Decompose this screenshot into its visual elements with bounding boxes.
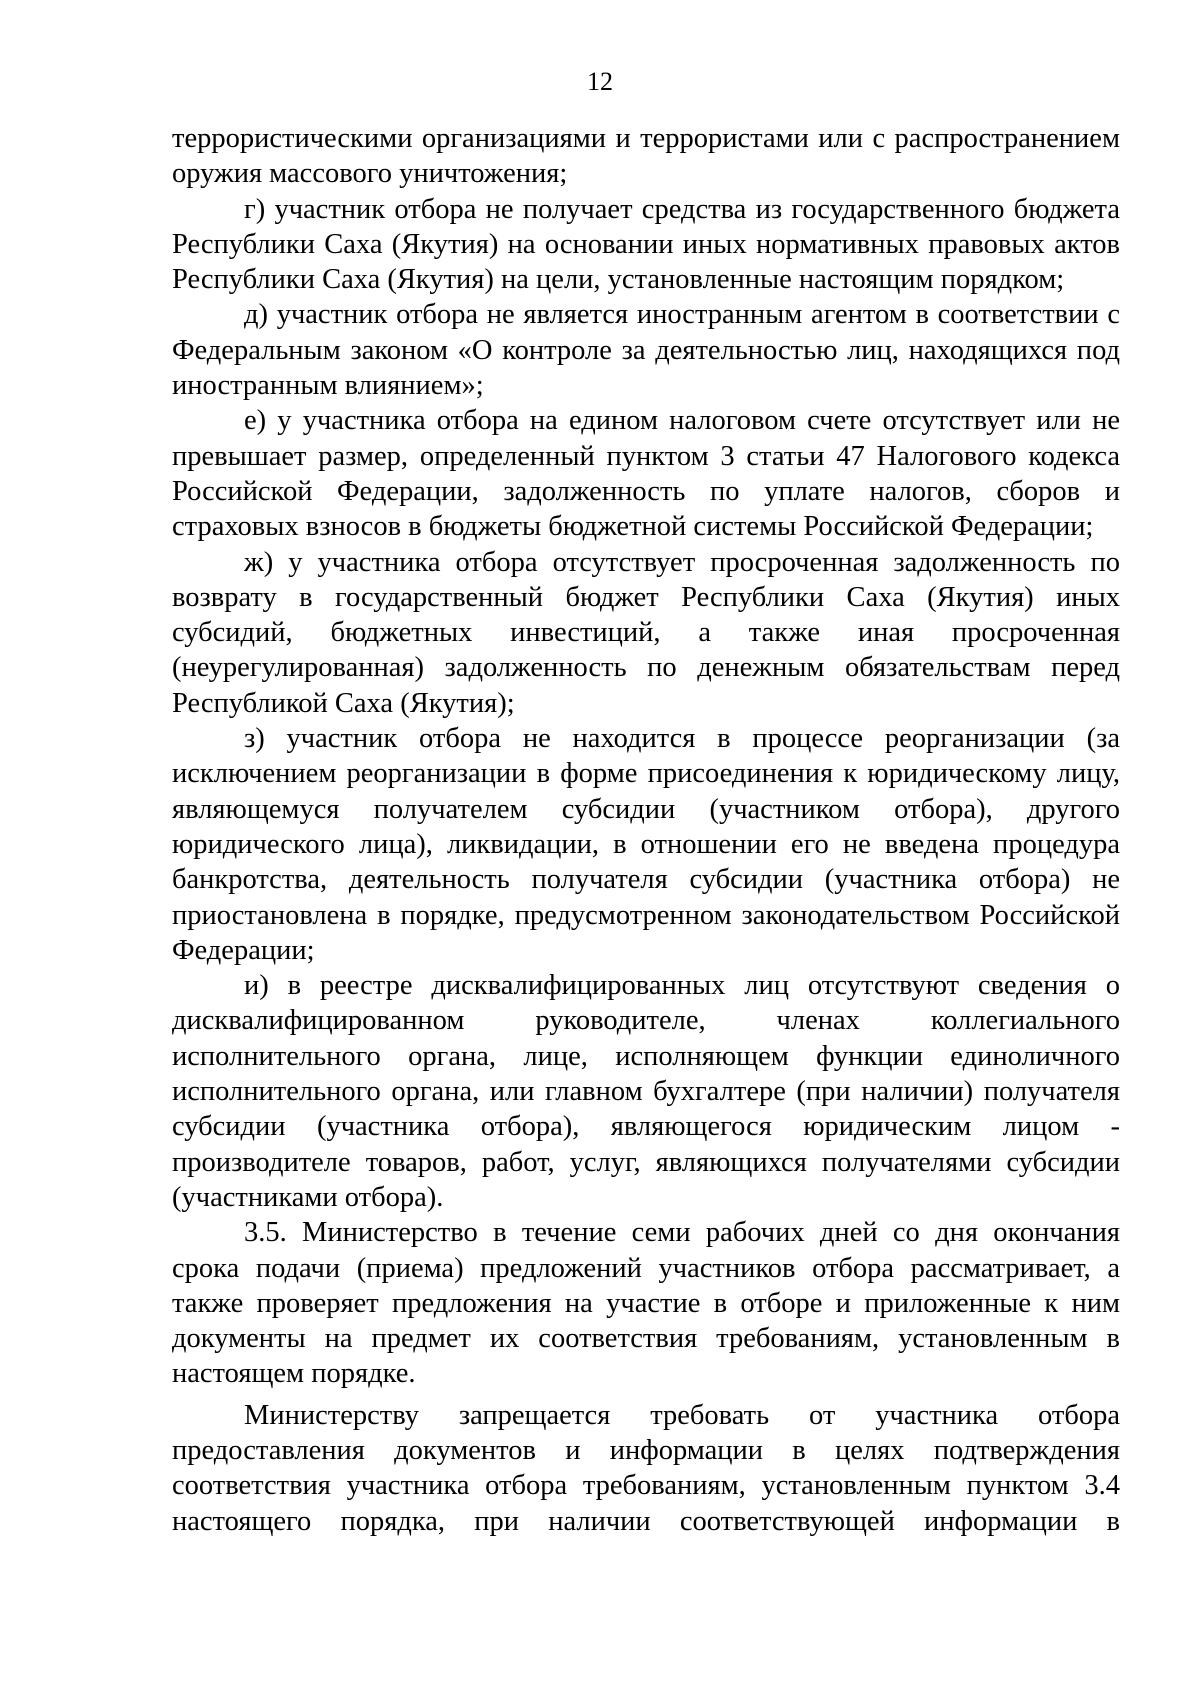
paragraph-item-e: е) у участника отбора на едином налоговом счете отсутствует или не превышает размер, определенный пунктом 3 статьи 47 Налогового кодекса Российской Федерации, задолженность по уплате налогов, сборов и страховых взносов в бюджеты бюджетной системы Российской Федерации;	[172, 405, 1120, 543]
page-number: 12	[587, 67, 613, 96]
paragraph-continuation: террористическими организациями и террористами или с распространением оружия массового уничтожения;	[172, 123, 1120, 190]
paragraph-item-i: и) в реестре дисквалифицированных лиц отсутствуют сведения о дисквалифицированном руководителе, членах коллегиального исполнительного органа, лице, исполняющем функции единоличного исполнительного органа, или главном бухгалтере (при наличии) получателя субсидии (участника отбора), являющегося юридическим лицом - производителе товаров, работ, услуг, являющихся получателями субсидии (участниками отбора).	[172, 970, 1120, 1213]
paragraph-clause-3-5: 3.5. Министерство в течение семи рабочих дней со дня окончания срока подачи (приема) предложений участников отбора рассматривает, а также проверяет предложения на участие в отборе и приложенные к ним документы на предмет их соответствия требованиям, установленным в настоящем порядке.	[172, 1217, 1120, 1390]
paragraph-ministry-prohibition: Министерству запрещается требовать от участника отбора предоставления документов и информации в целях подтверждения соответствия участника отбора требованиям, установленным пунктом 3.4 настоящего порядка, при наличии соответствующей информации в	[172, 1399, 1120, 1537]
paragraph-item-z: з) участник отбора не находится в процессе реорганизации (за исключением реорганизации в форме присоединения к юридическому лицу, являющемуся получателем субсидии (участником отбора), другого юридического лица), ликвидации, в отношении его не введена процедура банкротства, деятельность получателя субсидии (участника отбора) не приостановлена в порядке, предусмотренном законодательством Российской Федерации;	[172, 723, 1120, 966]
paragraph-item-d: д) участник отбора не является иностранным агентом в соответствии с Федеральным законом «О контроле за деятельностью лиц, находящихся под иностранным влиянием»;	[172, 299, 1120, 402]
paragraph-item-zh: ж) у участника отбора отсутствует просроченная задолженность по возврату в государственный бюджет Республики Саха (Якутия) иных субсидий, бюджетных инвестиций, а также иная просроченная (неурегулированная) задолженность по денежным обязательствам перед Республикой Саха (Якутия);	[172, 546, 1120, 719]
paragraph-item-g: г) участник отбора не получает средства из государственного бюджета Республики Саха (Якутия) на основании иных нормативных правовых актов Республики Саха (Якутия) на цели, установленные настоящим порядком;	[172, 193, 1120, 296]
document-body	[172, 121, 1120, 1539]
